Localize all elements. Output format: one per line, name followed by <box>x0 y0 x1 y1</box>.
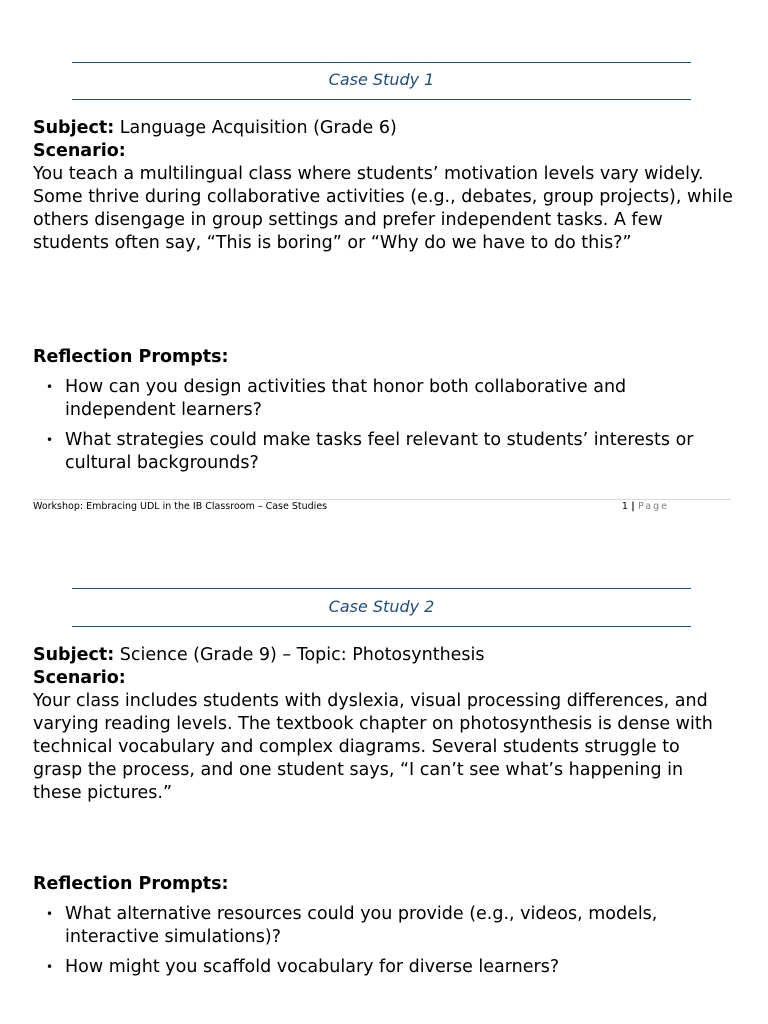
bullet-icon: • <box>46 960 54 974</box>
case1-bottom-rule <box>72 99 691 100</box>
case2-body <box>33 644 733 805</box>
case1-title: Case Study 1 <box>328 70 435 89</box>
bullet-icon: • <box>46 380 54 394</box>
case1-prompt-item <box>33 429 733 475</box>
footer-page-word: Page <box>638 501 669 512</box>
case2-prompts-heading: Reflection Prompts: <box>33 874 229 894</box>
case2-prompt-text: How might you scaffold vocabulary for diverse learners? <box>65 957 560 977</box>
case2-subject-value: Science (Grade 9) – Topic: Photosynthesis <box>114 645 485 665</box>
case2-top-rule <box>72 588 691 589</box>
footer-page-indicator <box>622 501 669 513</box>
footer-page-number: 1 <box>621 501 628 512</box>
case2-subject-line <box>33 644 733 667</box>
case2-prompt-item <box>33 903 733 949</box>
case1-scenario-text: You teach a multilingual class where students’ motivation levels vary widely. Some thrive during collaborative activities (e.g., debates, group projects), while others disengage in group settings and prefer independent tasks. A few students often say, “This is boring” or “Why do we have to do this?” <box>33 164 733 253</box>
case1-subject-label: Subject: <box>33 118 115 138</box>
case1-prompts-heading: Reflection Prompts: <box>33 347 229 367</box>
case1-prompt-item <box>33 376 733 422</box>
case2-prompt-text: What alternative resources could you provide (e.g., videos, models, interactive simulations)? <box>65 904 658 947</box>
case2-subject-label: Subject: <box>33 645 115 665</box>
case1-top-rule <box>72 62 691 63</box>
page-footer <box>33 499 731 516</box>
case2-bottom-rule <box>72 626 691 627</box>
bullet-icon: • <box>46 433 54 447</box>
case2-prompt-item <box>33 956 733 979</box>
case1-subject-value: Language Acquisition (Grade 6) <box>114 118 397 138</box>
case1-body <box>33 117 733 255</box>
footer-title: Workshop: Embracing UDL in the IB Classroom – Case Studies <box>33 501 328 512</box>
footer-separator: | <box>627 501 638 512</box>
case1-prompt-text: What strategies could make tasks feel relevant to students’ interests or cultural backgrounds? <box>65 430 694 473</box>
case2-scenario-label: Scenario: <box>33 668 126 688</box>
bullet-icon: • <box>46 907 54 921</box>
case2-prompts-list <box>33 903 733 986</box>
case1-scenario-label: Scenario: <box>33 141 126 161</box>
case1-prompts-list <box>33 376 733 482</box>
case2-title: Case Study 2 <box>328 597 435 616</box>
case2-scenario-text: Your class includes students with dyslexia, visual processing differences, and varying reading levels. The textbook chapter on photosynthesis is dense with technical vocabulary and complex diagrams. Several students struggle to grasp the process, and one student says, “I can’t see what’s happening in these pictures.” <box>33 691 713 803</box>
case1-subject-line <box>33 117 733 140</box>
case1-prompt-text: How can you design activities that honor both collaborative and independent learners? <box>65 377 627 420</box>
